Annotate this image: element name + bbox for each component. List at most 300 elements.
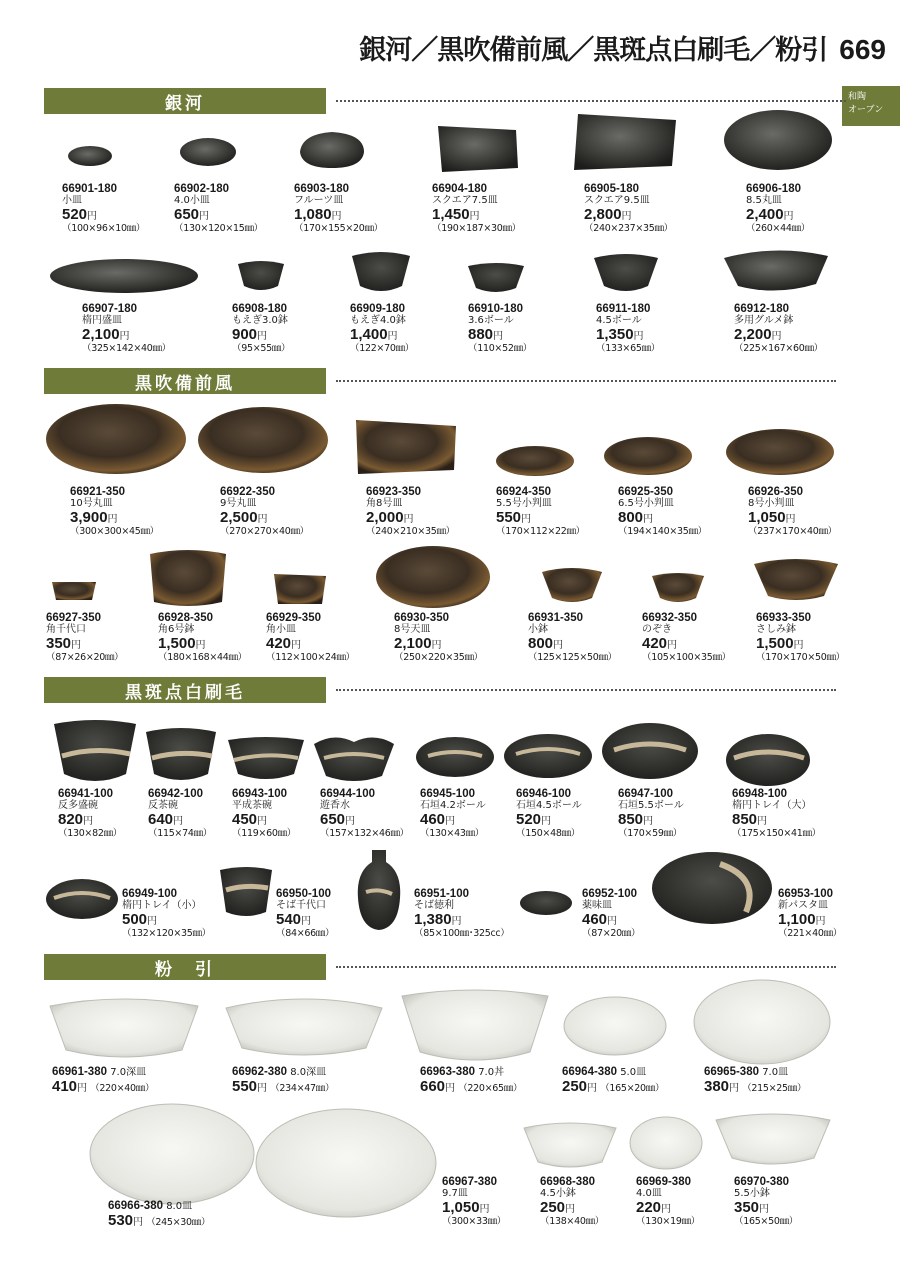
product-item (642, 612, 731, 664)
dotted-rule (336, 966, 836, 968)
price-unit: 円 (107, 514, 118, 525)
product-dimensions: （138×40㎜） (540, 1216, 604, 1227)
price-unit: 円 (345, 816, 356, 827)
product-code: 66909-180 (350, 303, 405, 315)
dish-image (312, 730, 396, 786)
product-dimensions: （87×20㎜） (582, 928, 641, 939)
product-code: 66968-380 (540, 1176, 595, 1188)
product-dimensions: （170×155×20㎜） (294, 223, 383, 234)
product-name: 4.5小鉢 (540, 1188, 576, 1199)
dish-image (714, 1108, 832, 1170)
price-unit: 円 (621, 211, 632, 222)
product-price: 1,400 (350, 326, 388, 343)
product-dimensions: （157×132×46㎜） (320, 828, 409, 839)
product-price: 410 (52, 1078, 78, 1095)
product-code: 66951-100 (414, 888, 469, 900)
product-dimensions: （170×59㎜） (618, 828, 682, 839)
price-unit: 円 (291, 640, 302, 651)
product-dimensions: （270×270×40㎜） (220, 526, 309, 537)
product-code: 66965-380 (704, 1066, 759, 1078)
product-code: 66929-350 (266, 612, 321, 624)
section-header-kohiki: 粉 引 (44, 954, 326, 980)
product-item (108, 1200, 210, 1229)
product-code: 66953-100 (778, 888, 833, 900)
product-code: 66970-380 (734, 1176, 789, 1188)
product-name: 平成茶碗 (232, 800, 272, 811)
product-item (732, 788, 821, 840)
price-unit: 円 (445, 816, 456, 827)
product-price: 2,100 (82, 326, 120, 343)
price-unit: 円 (147, 916, 158, 927)
product-dimensions: （130×120×15㎜） (174, 223, 263, 234)
dish-image (650, 568, 706, 606)
product-dimensions: （105×100×35㎜） (642, 652, 731, 663)
product-name: 4.0皿 (636, 1188, 662, 1199)
product-name: 楕円盛皿 (82, 315, 122, 326)
dish-image (502, 730, 594, 782)
category-tab: 和陶 オーブン (842, 86, 900, 126)
product-item (62, 183, 145, 235)
product-code: 66927-350 (46, 612, 101, 624)
price-unit: 円 (83, 816, 94, 827)
product-name: 楕円トレイ（小） (122, 900, 202, 911)
product-item (582, 888, 640, 940)
price-unit: 円 (71, 640, 82, 651)
product-code: 66928-350 (158, 612, 213, 624)
product-dimensions: （175×150×41㎜） (732, 828, 821, 839)
product-name: 10号丸皿 (70, 498, 113, 509)
product-name: 9.7皿 (442, 1188, 468, 1199)
product-price: 380 (704, 1078, 730, 1095)
product-name: 角小皿 (266, 624, 296, 635)
price-unit: 円 (119, 331, 130, 342)
price-unit: 円 (771, 331, 782, 342)
product-code: 66942-100 (148, 788, 203, 800)
price-unit: 円 (133, 1217, 144, 1228)
price-unit: 円 (541, 816, 552, 827)
product-item (420, 1066, 522, 1095)
section-header-kurobuki-bizen: 黒吹備前風 (44, 368, 326, 394)
product-dimensions: （300×300×45㎜） (70, 526, 159, 537)
product-price: 880 (468, 326, 494, 343)
product-item (562, 1066, 664, 1095)
product-price: 420 (642, 635, 668, 652)
product-dimensions: （130×19㎜） (636, 1216, 700, 1227)
section-header-ginga: 銀河 (44, 88, 326, 114)
product-name: そば徳利 (414, 900, 454, 911)
product-name: 角6号鉢 (158, 624, 195, 635)
product-price: 2,200 (734, 326, 772, 343)
dish-image (146, 546, 230, 610)
page-number: 669 (839, 34, 886, 65)
product-dimensions: （112×100×24㎜） (266, 652, 355, 663)
product-item (704, 1066, 806, 1095)
product-name: もえぎ4.0鉢 (350, 315, 406, 326)
dish-image (752, 552, 840, 604)
product-item (52, 1066, 154, 1095)
price-unit: 円 (199, 211, 210, 222)
product-price: 1,350 (596, 326, 634, 343)
product-item (618, 486, 707, 538)
product-dimensions: （240×237×35㎜） (584, 223, 673, 234)
product-code: 66908-180 (232, 303, 287, 315)
product-price: 1,450 (432, 206, 470, 223)
dish-image (602, 434, 694, 478)
product-name: 8号天皿 (394, 624, 431, 635)
dish-image (400, 984, 550, 1068)
product-code: 66911-180 (596, 303, 651, 315)
product-code: 66930-350 (394, 612, 449, 624)
product-price: 420 (266, 635, 292, 652)
product-dimensions: （170×170×50㎜） (756, 652, 845, 663)
dish-image (178, 135, 238, 169)
product-dimensions: （122×70㎜） (350, 343, 414, 354)
product-item (636, 1176, 700, 1228)
product-item (734, 1176, 798, 1228)
product-code: 66910-180 (468, 303, 523, 315)
product-price: 530 (108, 1212, 134, 1229)
product-name: 反茶碗 (148, 800, 178, 811)
product-name: そば千代口 (276, 900, 326, 911)
product-item (276, 888, 334, 940)
product-item (746, 183, 810, 235)
dish-image (494, 444, 576, 478)
product-price: 500 (122, 911, 148, 928)
product-price: 800 (528, 635, 554, 652)
price-unit: 円 (661, 1204, 672, 1215)
product-item (516, 788, 582, 840)
product-item (540, 1176, 604, 1228)
product-dimensions: （220×65㎜） (458, 1083, 523, 1094)
product-code: 66904-180 (432, 183, 487, 195)
price-unit: 円 (793, 640, 804, 651)
price-unit: 円 (445, 1083, 456, 1094)
price-unit: 円 (759, 1204, 770, 1215)
product-price: 900 (232, 326, 258, 343)
product-dimensions: （130×82㎜） (58, 828, 122, 839)
product-name: 7.0深皿 (110, 1067, 147, 1078)
product-name: 6.5号小判皿 (618, 498, 674, 509)
product-name: 楕円トレイ（大） (732, 800, 812, 811)
product-item (442, 1176, 506, 1228)
dish-image (570, 110, 682, 174)
product-code: 66923-350 (366, 486, 421, 498)
product-price: 250 (540, 1199, 566, 1216)
product-price: 660 (420, 1078, 446, 1095)
price-unit: 円 (607, 916, 618, 927)
product-item (82, 303, 171, 355)
product-code: 66944-100 (320, 788, 375, 800)
product-item (58, 788, 122, 840)
product-code: 66922-350 (220, 486, 275, 498)
product-item (420, 788, 486, 840)
dish-image (66, 143, 114, 169)
product-price: 800 (618, 509, 644, 526)
product-price: 460 (582, 911, 608, 928)
product-price: 550 (232, 1078, 258, 1095)
product-name: 8.5丸皿 (746, 195, 782, 206)
product-price: 820 (58, 811, 84, 828)
dish-image (88, 1100, 256, 1208)
product-code: 66941-100 (58, 788, 113, 800)
product-dimensions: （100×96×10㎜） (62, 223, 146, 234)
product-name: 8.0皿 (166, 1201, 193, 1212)
product-price: 2,800 (584, 206, 622, 223)
product-dimensions: （237×170×40㎜） (748, 526, 837, 537)
product-code: 66967-380 (442, 1176, 497, 1188)
dish-image (722, 106, 834, 174)
product-item (232, 1066, 334, 1095)
product-item (756, 612, 845, 664)
product-item (70, 486, 159, 538)
price-unit: 円 (257, 331, 268, 342)
product-dimensions: （215×25㎜） (742, 1083, 807, 1094)
product-name: 石垣4.2ボール (420, 800, 486, 811)
product-item (748, 486, 837, 538)
product-code: 66945-100 (420, 788, 475, 800)
price-unit: 円 (521, 514, 532, 525)
price-unit: 円 (301, 916, 312, 927)
product-name: 薬味皿 (582, 900, 612, 911)
product-dimensions: （84×66㎜） (276, 928, 335, 939)
product-item (394, 612, 483, 664)
product-name: 角8号皿 (366, 498, 403, 509)
product-item (584, 183, 673, 235)
product-price: 350 (734, 1199, 760, 1216)
dish-image (50, 578, 98, 604)
product-item (220, 486, 309, 538)
product-item (122, 888, 211, 940)
product-item (734, 303, 823, 355)
product-name: 8号小判皿 (748, 498, 795, 509)
section-header-kurohanten-hakeme: 黒斑点白刷毛 (44, 677, 326, 703)
product-dimensions: （130×43㎜） (420, 828, 484, 839)
product-item (46, 612, 123, 664)
price-unit: 円 (195, 640, 206, 651)
dish-image (354, 848, 404, 932)
dish-image (44, 402, 188, 476)
product-code: 66966-380 (108, 1200, 163, 1212)
product-dimensions: （95×55㎜） (232, 343, 291, 354)
product-dimensions: （170×112×22㎜） (496, 526, 585, 537)
dish-image (592, 248, 660, 298)
product-dimensions: （87×26×20㎜） (46, 652, 124, 663)
product-price: 2,500 (220, 509, 258, 526)
product-price: 1,380 (414, 911, 452, 928)
product-dimensions: （220×40㎜） (90, 1083, 155, 1094)
price-unit: 円 (633, 331, 644, 342)
product-name: 9号丸皿 (220, 498, 257, 509)
price-unit: 円 (451, 916, 462, 927)
price-unit: 円 (643, 816, 654, 827)
product-price: 450 (232, 811, 258, 828)
product-name: 7.0丼 (478, 1067, 505, 1078)
page-header (359, 28, 886, 68)
product-code: 66912-180 (734, 303, 789, 315)
product-code: 66964-380 (562, 1066, 617, 1078)
dish-image (650, 848, 774, 928)
dish-image (600, 720, 700, 782)
product-code: 66907-180 (82, 303, 137, 315)
product-code: 66950-100 (276, 888, 331, 900)
dish-image (352, 416, 460, 478)
dish-image (724, 730, 812, 790)
product-item (596, 303, 660, 355)
product-dimensions: （165×20㎜） (600, 1083, 665, 1094)
product-code: 66925-350 (618, 486, 673, 498)
price-unit: 円 (431, 640, 442, 651)
dish-image (522, 1118, 618, 1172)
dish-image (518, 888, 574, 918)
product-name: 反多盛碗 (58, 800, 98, 811)
product-name: 4.0小皿 (174, 195, 210, 206)
product-dimensions: （125×125×50㎜） (528, 652, 617, 663)
product-item (778, 888, 842, 940)
product-item (366, 486, 455, 538)
product-dimensions: （234×47㎜） (270, 1083, 335, 1094)
product-code: 66933-350 (756, 612, 811, 624)
price-unit: 円 (493, 331, 504, 342)
product-code: 66903-180 (294, 183, 349, 195)
product-name: 角千代口 (46, 624, 86, 635)
product-price: 1,100 (778, 911, 816, 928)
product-price: 550 (496, 509, 522, 526)
price-unit: 円 (815, 916, 826, 927)
dish-image (628, 1114, 704, 1172)
product-dimensions: （150×48㎜） (516, 828, 580, 839)
product-code: 66931-350 (528, 612, 583, 624)
product-code: 66963-380 (420, 1066, 475, 1078)
dish-image (540, 562, 604, 606)
dish-image (466, 258, 526, 298)
price-unit: 円 (757, 816, 768, 827)
product-price: 1,500 (158, 635, 196, 652)
product-price: 1,080 (294, 206, 332, 223)
product-item (432, 183, 521, 235)
product-name: フルーツ皿 (294, 195, 344, 206)
dish-image (562, 994, 668, 1058)
price-unit: 円 (387, 331, 398, 342)
price-unit: 円 (331, 211, 342, 222)
product-item (496, 486, 585, 538)
product-price: 350 (46, 635, 72, 652)
product-code: 66932-350 (642, 612, 697, 624)
product-dimensions: （165×50㎜） (734, 1216, 798, 1227)
product-name: 小鉢 (528, 624, 548, 635)
product-code: 66946-100 (516, 788, 571, 800)
product-dimensions: （180×168×44㎜） (158, 652, 247, 663)
product-dimensions: （260×44㎜） (746, 223, 810, 234)
dish-image (374, 544, 492, 610)
dish-image (350, 246, 412, 298)
product-item (174, 183, 263, 235)
product-price: 3,900 (70, 509, 108, 526)
product-code: 66947-100 (618, 788, 673, 800)
dish-image (296, 128, 368, 172)
product-name: スクエア7.5皿 (432, 195, 498, 206)
product-item (158, 612, 247, 664)
product-code: 66901-180 (62, 183, 117, 195)
product-item (266, 612, 355, 664)
product-code: 66926-350 (748, 486, 803, 498)
product-dimensions: （325×142×40㎜） (82, 343, 171, 354)
product-name: 石垣5.5ボール (618, 800, 684, 811)
product-item (232, 788, 296, 840)
product-dimensions: （85×100㎜･325cc） (414, 928, 510, 939)
dish-image (46, 992, 202, 1064)
price-unit: 円 (257, 816, 268, 827)
product-dimensions: （221×40㎜） (778, 928, 842, 939)
product-price: 2,400 (746, 206, 784, 223)
price-unit: 円 (729, 1083, 740, 1094)
price-unit: 円 (87, 211, 98, 222)
dish-image (48, 256, 200, 296)
product-code: 66948-100 (732, 788, 787, 800)
product-price: 1,500 (756, 635, 794, 652)
price-unit: 円 (587, 1083, 598, 1094)
product-item (468, 303, 532, 355)
price-unit: 円 (479, 1204, 490, 1215)
dish-image (692, 976, 832, 1068)
product-name: 遊香水 (320, 800, 350, 811)
product-item (414, 888, 510, 940)
product-code: 66905-180 (584, 183, 639, 195)
price-unit: 円 (783, 211, 794, 222)
page-title: 銀河／黒吹備前風／黒斑点白刷毛／粉引 (359, 35, 828, 66)
price-unit: 円 (173, 816, 184, 827)
dish-image (222, 990, 386, 1062)
dish-image (218, 864, 274, 920)
product-price: 220 (636, 1199, 662, 1216)
price-unit: 円 (257, 514, 268, 525)
price-unit: 円 (257, 1083, 268, 1094)
product-dimensions: （115×74㎜） (148, 828, 212, 839)
product-price: 1,050 (442, 1199, 480, 1216)
product-dimensions: （245×30㎜） (146, 1217, 211, 1228)
product-name: さしみ鉢 (756, 624, 796, 635)
dotted-rule (336, 380, 836, 382)
product-code: 66902-180 (174, 183, 229, 195)
dotted-rule (336, 100, 846, 102)
dish-image (144, 724, 218, 786)
product-code: 66961-380 (52, 1066, 107, 1078)
product-name: 多用グルメ鉢 (734, 315, 794, 326)
product-item (350, 303, 414, 355)
product-name: 5.0皿 (620, 1067, 647, 1078)
product-dimensions: （250×220×35㎜） (394, 652, 483, 663)
product-code: 66906-180 (746, 183, 801, 195)
product-code: 66952-100 (582, 888, 637, 900)
product-price: 640 (148, 811, 174, 828)
product-price: 1,050 (748, 509, 786, 526)
price-unit: 円 (403, 514, 414, 525)
dotted-rule (336, 689, 836, 691)
product-name: もえぎ3.0鉢 (232, 315, 288, 326)
price-unit: 円 (469, 211, 480, 222)
product-dimensions: （110×52㎜） (468, 343, 532, 354)
product-code: 66943-100 (232, 788, 287, 800)
dish-image (226, 734, 306, 784)
product-price: 540 (276, 911, 302, 928)
product-price: 460 (420, 811, 446, 828)
dish-image (414, 734, 496, 780)
dish-image (720, 242, 832, 298)
product-price: 650 (320, 811, 346, 828)
product-name: 小皿 (62, 195, 82, 206)
price-unit: 円 (553, 640, 564, 651)
product-price: 2,100 (394, 635, 432, 652)
product-item (148, 788, 212, 840)
